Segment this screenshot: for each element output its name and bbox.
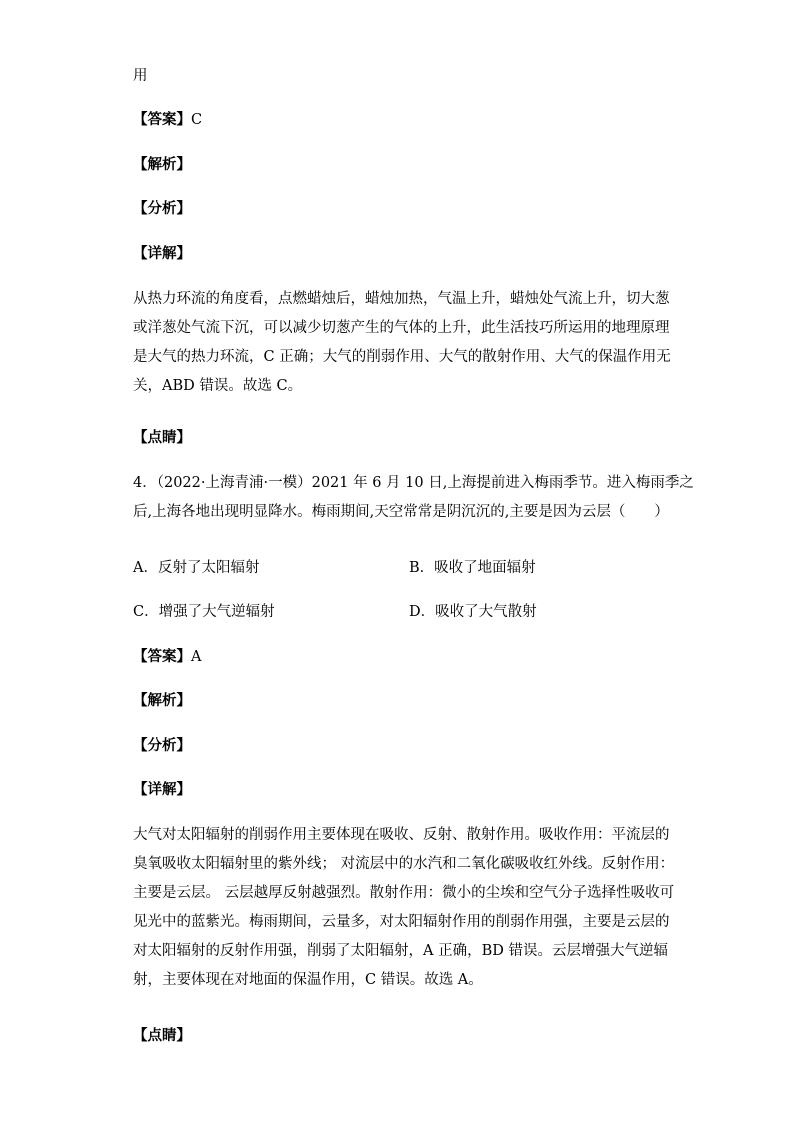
fragment-text: 用 xyxy=(133,68,148,84)
q4-detail-line: 大气对太阳辐射的削弱作用主要体现在吸收、反射、散射作用。吸收作用：平流层的 xyxy=(133,827,670,843)
q3-answer-value: C xyxy=(191,112,203,128)
q4-answer-value: A xyxy=(191,649,202,665)
q3-detail-line: 是大气的热力环流，C 正确；大气的削弱作用、大气的散射作用、大气的保温作用无 xyxy=(133,349,671,365)
q3-answer-label: 【答案】 xyxy=(133,111,191,128)
q4-option-b: B．吸收了地面辐射 xyxy=(409,560,536,576)
q3-detail-line: 或洋葱处气流下沉，可以减少切葱产生的气体的上升，此生活技巧所运用的地理原理 xyxy=(133,320,670,336)
q4-detail-line: 见光中的蓝紫光。梅雨期间，云量多，对太阳辐射作用的削弱作用强，主要是云层的 xyxy=(133,914,670,930)
q4-detail-label: 【详解】 xyxy=(133,781,191,798)
q3-detail-paragraph xyxy=(133,285,671,401)
q4-dianjing-label: 【点睛】 xyxy=(133,1027,191,1044)
q3-fenxi-label: 【分析】 xyxy=(133,200,191,217)
q4-detail-line: 射，主要体现在对地面的保温作用，C 错误。故选 A。 xyxy=(133,972,483,988)
q3-detail-line: 关，ABD 错误。故选 C。 xyxy=(133,378,303,394)
q4-answer xyxy=(133,648,201,666)
q4-option-c: C．增强了大气逆辐射 xyxy=(133,604,275,620)
q4-detail-line: 主要是云层。 云层越厚反射越强烈。散射作用：微小的尘埃和空气分子选择性吸收可 xyxy=(133,885,675,901)
q4-stem xyxy=(133,469,694,527)
q4-stem-line: 后,上海各地出现明显降水。梅雨期间,天空常常是阴沉沉的,主要是因为云层（ ） xyxy=(133,504,669,520)
q4-analysis-label: 【解析】 xyxy=(133,692,191,709)
q3-analysis-label: 【解析】 xyxy=(133,156,191,173)
q4-answer-label: 【答案】 xyxy=(133,648,191,665)
q4-stem-line: 4．（2022·上海青浦·一模）2021 年 6 月 10 日,上海提前进入梅雨季节。进入梅雨季之 xyxy=(133,475,694,491)
q3-detail-line: 从热力环流的角度看，点燃蜡烛后，蜡烛加热，气温上升，蜡烛处气流上升，切大葱 xyxy=(133,291,670,307)
q3-detail-label: 【详解】 xyxy=(133,245,191,262)
q4-detail-line: 臭氧吸收太阳辐射里的紫外线； 对流层中的水汽和二氧化碳吸收红外线。反射作用： xyxy=(133,856,675,872)
q4-detail-line: 对太阳辐射的反射作用强，削弱了太阳辐射，A 正确，BD 错误。云层增强大气逆辐 xyxy=(133,943,668,959)
q4-fenxi-label: 【分析】 xyxy=(133,737,191,754)
q3-dianjing-label: 【点睛】 xyxy=(133,429,191,446)
q4-option-d: D．吸收了大气散射 xyxy=(409,604,537,620)
q3-answer xyxy=(133,111,202,129)
q4-detail-paragraph xyxy=(133,821,675,995)
q4-option-a: A．反射了太阳辐射 xyxy=(133,560,260,576)
